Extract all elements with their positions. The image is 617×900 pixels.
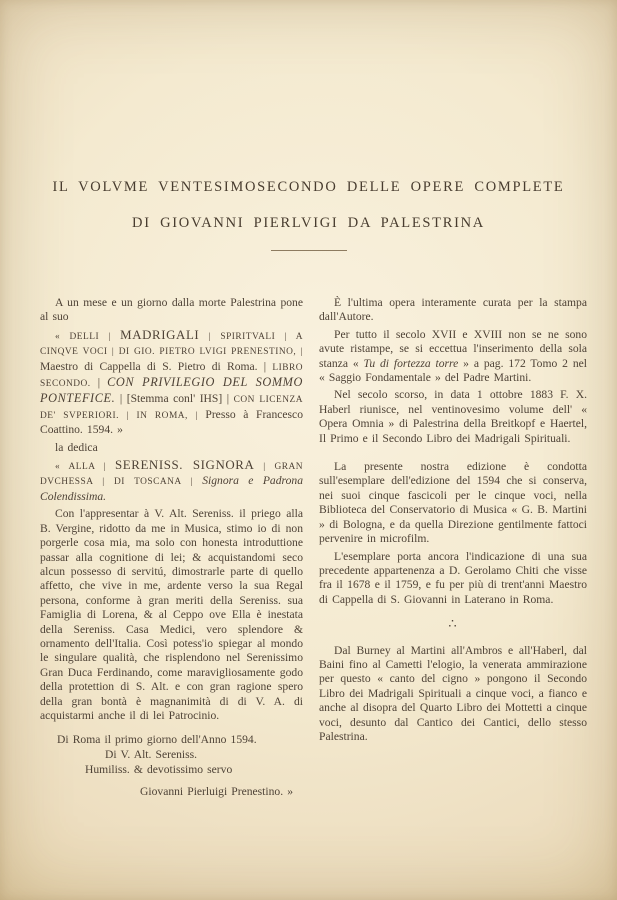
closing-humility-line: Humiliss. & devotissimo servo	[85, 763, 233, 777]
quote-segment: LIBRO SECONDO.	[40, 362, 303, 390]
paragraph: Dal Burney al Martini all'Ambros e all'Haberl, dal Baini fino al Cametti l'elogio, la venerata ammirazione per questo « canto del cigno » pongono il Secondo Libro dei Madrigali Spirituali a cinque voci, a fianco e anche al disopra del Quarto Libro dei Mottetti a cinque voci, desunto dal Cantico dei Cantici, dello stesso Palestrina.	[319, 643, 587, 743]
quote-segment: Maestro di Cappella di S. Pietro di Roma. |	[40, 359, 273, 373]
quote-segment: « ALLA |	[55, 462, 116, 473]
quote-segment: |	[97, 376, 108, 390]
text-segment: » a pag. 172 Tomo 2 nel « Saggio Fondamentale » del Padre Martini.	[319, 356, 588, 385]
quote-segment: Signora e Padrona Colendissima.	[40, 474, 303, 503]
two-column-text	[40, 296, 587, 799]
paragraph: La presente nostra edizione è condotta sull'esemplare dell'edizione del 1594 che si conserva, nei suoi cinque fascicoli per le cinque voci, nella Biblioteca del Conservatorio di Musica « G. B. Martini » di Bologna, e da quella Direzione gentilmente fattoci pervenire in microfilm.	[319, 460, 587, 546]
signature-line: Giovanni Pierluigi Prenestino. »	[140, 785, 294, 799]
closing-date-line: Di Roma il primo giorno dell'Anno 1594.	[57, 733, 257, 747]
left-column	[40, 296, 303, 799]
paragraph	[319, 328, 587, 386]
page-title	[0, 179, 617, 232]
paragraph: È l'ultima opera interamente curata per la stampa dall'Autore.	[319, 296, 587, 324]
paragraph: Nel secolo scorso, in data 1 ottobre 1883 F. X. Haberl riunisce, nel ventinovesimo volume dell' « Opera Omnia » di Palestrina della Breitkopf e Haertel, Il Primo e il Secondo Libro dei Madrigali Spirituali.	[319, 388, 587, 445]
quote-segment: MADRIGALI	[120, 327, 200, 342]
closing-address-line: Di V. Alt. Sereniss.	[105, 748, 198, 762]
quote-segment: CON LICENZA DE' SVPERIORI. | IN ROMA, |	[40, 395, 303, 421]
quote-segment: Presso à Francesco Coattino. 1594. »	[40, 407, 303, 437]
dedica-heading-quote	[40, 458, 303, 504]
quote-segment: | SPIRITVALI | A CINQVE VOCI | DI GIO. PIETRO LVIGI PRENESTINO, |	[40, 331, 303, 358]
quote-segment: | [Stemma conl' IHS] |	[115, 392, 234, 406]
page-title-line1: IL VOLVME VENTESIMOSECONDO DELLE OPERE COMPLETE	[52, 179, 565, 195]
quote-segment: « DELLI |	[55, 331, 121, 342]
asterism-ornament: ∴	[448, 616, 458, 632]
madrigali-title-quote	[40, 328, 303, 438]
intro-paragraph: A un mese e un giorno dalla morte Palestrina pone al suo	[40, 296, 303, 324]
paragraph: L'esemplare porta ancora l'indicazione di una sua precedente appartenenza a D. Gerolamo Chiti che visse fra il 1678 e il 1759, e fu per più di trent'anni Maestro di Cappella di S. Giovanni in Laterano in Roma.	[319, 549, 587, 606]
dedication-body-paragraph: Con l'appresentar à V. Alt. Sereniss. il priego alla B. Vergine, ridotto da me in Musica, stimo io di non porgerle cosa mia, ma solo con honesta introduttione passar alla cognitione di lei; & acquistandomi seco alcun possesso di servitú, dimostrarle parte di quello affetto, che vive in me, ardente verso la sua Regal persona, conforme à gran meriti della Sereniss. sua Famiglia di Lorena, & al Ceppo ove Ella è inestata della Sereniss. Casa Medici, vero splendore & ornamento dell'Italia. Così potess'io spiegar al mondo le singulare qualità, che risplendono nel Serenissimo Gran Duca Ferdinando, come maravigliosamente godo della protettion di S. Alt. e con gran ragione spero della gran bontà è magnanimità di di V. A. di acquistarmi anche il di lei Patrocinio.	[40, 507, 303, 722]
text-segment: Per tutto il secolo XVII e XVIII non se ne sono avute ristampe, se si eccettua l'inserimento della sola stanza «	[319, 327, 587, 370]
text-segment: Tu di fortezza torre	[363, 356, 459, 370]
quote-segment: SERENISS. SIGNORA	[115, 458, 255, 473]
title-divider-rule	[271, 250, 347, 251]
closing-block	[40, 732, 303, 799]
la-dedica-line: la dedica	[55, 440, 98, 454]
right-column	[319, 296, 587, 799]
quote-segment: | GRAN DVCHESSA | DI TOSCANA |	[40, 462, 304, 488]
quote-segment: CON PRIVILEGIO DEL SOMMO PONTEFICE.	[40, 375, 304, 406]
page-title-line2: DI GIOVANNI PIERLVIGI DA PALESTRINA	[132, 215, 485, 231]
